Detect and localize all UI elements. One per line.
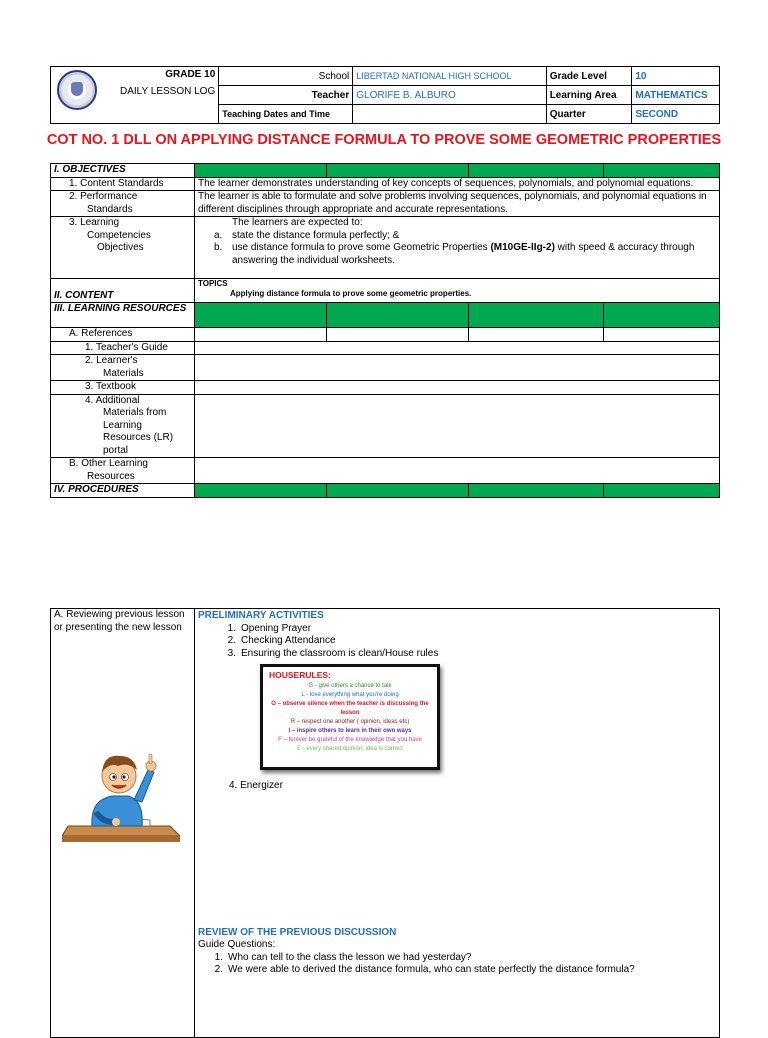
procedures-heading: IV. PROCEDURES <box>51 484 195 498</box>
learning-resources-heading: III. LEARNING RESOURCES <box>51 303 195 328</box>
energizer-item: 4. Energizer <box>229 780 283 791</box>
houserule-line: O – observe silence when the teacher is discussing the lesson <box>271 701 429 716</box>
content-heading: II. CONTENT <box>51 279 195 303</box>
quarter-value: SECOND <box>632 105 720 124</box>
competency-a: state the distance formula perfectly; & <box>232 229 400 241</box>
houserules-image <box>260 664 440 770</box>
textbook-label: 3. Textbook <box>51 381 195 395</box>
preliminary-heading: PRELIMINARY ACTIVITIES <box>198 610 324 621</box>
references-label: A. References <box>51 328 195 342</box>
school-value: LIBERTAD NATIONAL HIGH SCHOOL <box>353 67 546 86</box>
other-resources-label: B. Other Learning Resources <box>51 458 195 484</box>
competencies-label: 3. Learning Competencies Objectives <box>51 217 195 279</box>
page-title: COT NO. 1 DLL ON APPLYING DISTANCE FORMULA TO PROVE SOME GEOMETRIC PROPERTIES <box>46 132 722 148</box>
activity-item: Opening Prayer <box>241 622 312 634</box>
houserule-line: F – forever be grateful of the knowledge that you have <box>278 737 422 743</box>
green-band <box>469 303 604 328</box>
learning-area-value: MATHEMATICS <box>632 86 720 105</box>
daily-lesson-log-title: DAILY LESSON LOG <box>120 86 216 97</box>
activity-item: Checking Attendance <box>241 635 336 646</box>
performance-standards-text: The learner is able to formulate and solve problems involving sequences, polynomials, and polynomial equations in different disciplines through appropriate and accurate representations. <box>195 191 720 217</box>
topics-cell <box>195 279 720 303</box>
guide-question: Who can tell to the class the lesson we had yesterday? <box>228 951 472 963</box>
competency-b: use distance formula to prove some Geometric Properties (M10GE-IIg-2) with speed & accuracy through answering the individual worksheets. <box>232 242 695 266</box>
green-band <box>604 164 720 178</box>
dll-table <box>50 163 720 498</box>
topics-label: TOPICS <box>198 279 228 288</box>
green-band <box>469 164 604 178</box>
additional-materials-value <box>195 394 720 458</box>
houserules-title: HOUSERULES: <box>269 670 331 680</box>
dates-label: Teaching Dates and Time <box>219 105 353 124</box>
quarter-label: Quarter <box>546 105 632 124</box>
houserule-line: G - give others a chance to talk <box>308 683 392 689</box>
content-standards-text: The learner demonstrates understanding of key concepts of sequences, polynomials, and polynomial equations. <box>195 177 720 191</box>
grade-level-value: 10 <box>632 67 720 86</box>
other-resources-value <box>195 458 720 484</box>
logo-cell <box>51 67 219 124</box>
teacher-value: GLORIFE B. ALBURO <box>353 86 546 105</box>
competencies-text: The learners are expected to: a. state the distance formula perfectly; & b. use distance formula to prove some Geometric Properties (M10GE-IIg-2) with speed & accuracy through answering the individual worksheets. <box>195 217 720 279</box>
header-table <box>50 66 720 124</box>
houserule-line: E - every shared opinion, idea is correct <box>297 746 403 752</box>
step-a-label: A. Reviewing previous lesson or presenting the new lesson <box>54 609 185 633</box>
teacher-label: Teacher <box>219 86 353 105</box>
houserule-line: L - love everything what you're doing <box>301 692 399 698</box>
dates-value <box>353 105 546 124</box>
student-raising-hand-illustration <box>62 740 180 848</box>
teachers-guide-value <box>195 341 720 355</box>
houserule-line: I – inspire others to learn in their own ways <box>288 728 412 734</box>
objectives-heading: I. OBJECTIVES <box>51 164 195 178</box>
green-band <box>195 484 327 498</box>
green-band <box>195 303 327 328</box>
green-band <box>195 164 327 178</box>
additional-materials-label: 4. Additional Materials from Learning Resources (LR) portal <box>51 394 195 458</box>
performance-standards-label: 2. Performance Standards <box>51 191 195 217</box>
grade-level-label: Grade Level <box>546 67 632 86</box>
learning-area-label: Learning Area <box>546 86 632 105</box>
green-band <box>327 164 469 178</box>
review-heading: REVIEW OF THE PREVIOUS DISCUSSION <box>198 926 397 938</box>
green-band <box>469 484 604 498</box>
learners-materials-value <box>195 355 720 381</box>
deped-seal-logo <box>57 70 97 110</box>
learners-materials-label: 2. Learner's Materials <box>51 355 195 381</box>
guide-questions-label: Guide Questions: <box>198 939 276 950</box>
green-band <box>604 484 720 498</box>
step-a-content: PRELIMINARY ACTIVITIES 1. Opening Prayer 2. Checking Attendance 3. Ensuring the classroom is clean/House rules 4. Energizer REVIEW OF THE PREVIOUS DISCUSSION Guide Questions: 1. Who can tell to the class the lesson we had yesterday? 2. We were able to derived the distance formula, who can state perfectly the distance formula? <box>195 609 720 1038</box>
grade-title: GRADE 10 <box>165 69 216 80</box>
content-standards-label: 1. Content Standards <box>51 177 195 191</box>
houserule-line: R – respect one another ( opinion, ideas etc) <box>290 719 410 725</box>
green-band <box>327 303 469 328</box>
green-band <box>327 484 469 498</box>
guide-question: We were able to derived the distance formula, who can state perfectly the distance formula? <box>228 964 635 975</box>
school-label: School <box>219 67 353 86</box>
houserules-list <box>269 682 431 754</box>
green-band <box>604 303 720 328</box>
activity-item: Ensuring the classroom is clean/House rules <box>241 647 439 659</box>
textbook-value <box>195 381 720 395</box>
teachers-guide-label: 1. Teacher's Guide <box>51 341 195 355</box>
topics-text: Applying distance formula to prove some geometric properties. <box>230 289 472 298</box>
